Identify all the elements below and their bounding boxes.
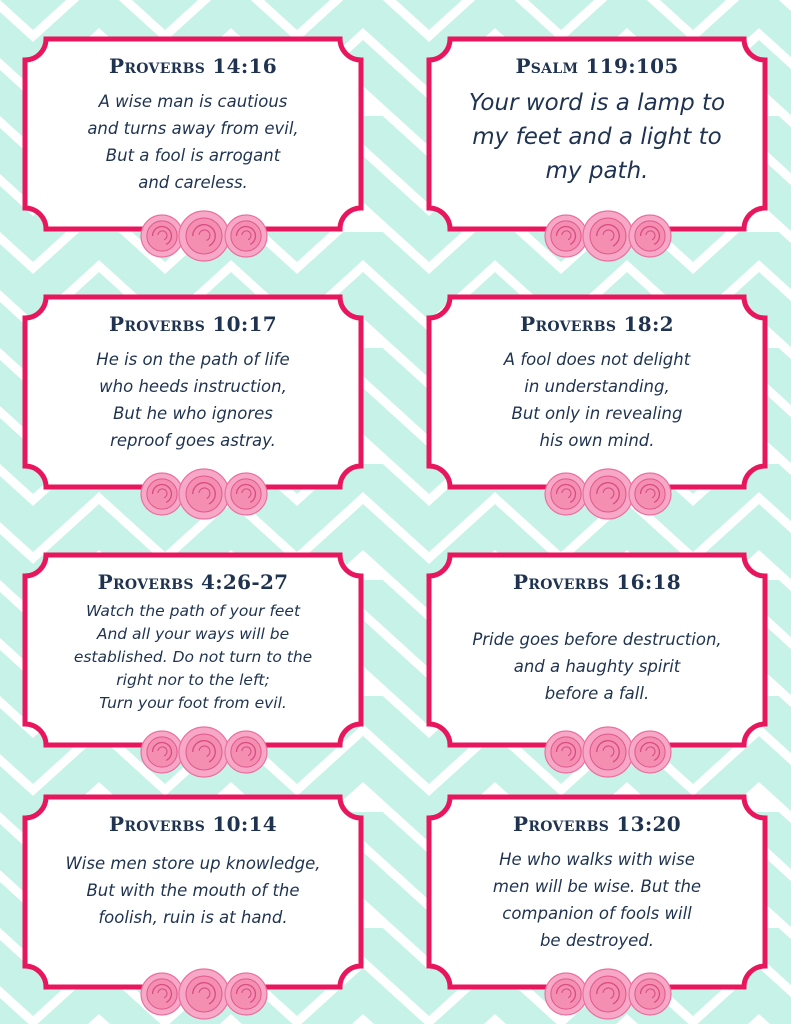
card-verse: Pride goes before destruction, and a haughty spirit before a fall. (472, 630, 722, 703)
verse-card (22, 794, 364, 990)
verse-card (426, 294, 768, 490)
verse-card (22, 36, 364, 232)
card-title: Proverbs 10:17 (109, 312, 277, 336)
card-title: Proverbs 14:16 (109, 54, 277, 78)
card-verse: Wise men store up knowledge, But with the mouth of the foolish, ruin is at hand. (65, 854, 321, 927)
verse-card (22, 294, 364, 490)
card-title: Psalm 119:105 (515, 54, 679, 78)
pink-roses-icon (138, 466, 270, 522)
card-verse: Watch the path of your feet And all your ways will be established. Do not turn to the right nor to the left; Turn your foot from evil. (73, 602, 313, 712)
card-verse: A wise man is cautious and turns away from evil, But a fool is arrogant and careless. (87, 92, 299, 192)
pink-roses-icon (138, 208, 270, 264)
card-title: Proverbs 18:2 (520, 312, 674, 336)
pink-roses-icon (542, 966, 674, 1022)
verse-card (22, 552, 364, 748)
card-title: Proverbs 16:18 (513, 570, 681, 594)
card-title: Proverbs 10:14 (109, 812, 277, 836)
verse-card (426, 794, 768, 990)
verse-card (426, 552, 768, 748)
card-title: Proverbs 4:26-27 (97, 570, 289, 594)
pink-roses-icon (542, 466, 674, 522)
verse-card (426, 36, 768, 232)
pink-roses-icon (138, 966, 270, 1022)
card-title: Proverbs 13:20 (513, 812, 681, 836)
pink-roses-icon (542, 724, 674, 780)
pink-roses-icon (542, 208, 674, 264)
card-verse: He is on the path of life who heeds instruction, But he who ignores reproof goes astray. (96, 350, 290, 450)
card-verse: Your word is a lamp to my feet and a light to my path. (468, 90, 726, 184)
card-verse: He who walks with wise men will be wise. But the companion of fools will be destroyed. (492, 850, 702, 950)
card-verse: A fool does not delight in understanding, But only in revealing his own mind. (503, 350, 691, 450)
pink-roses-icon (138, 724, 270, 780)
